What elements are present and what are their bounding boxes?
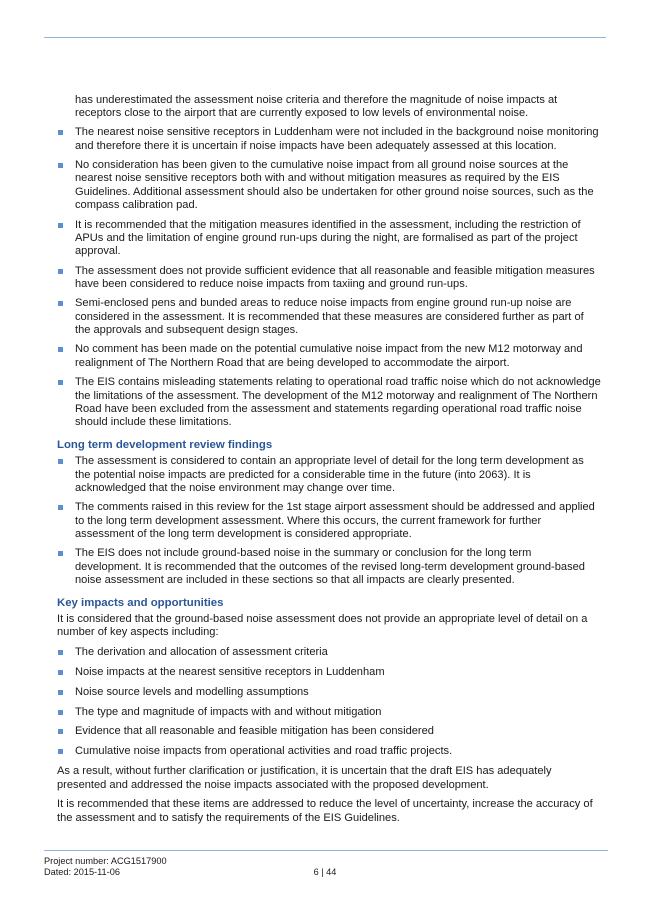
header-rule	[44, 37, 606, 38]
square-bullet-icon	[58, 223, 63, 228]
list-item	[57, 501, 601, 541]
list-item	[57, 376, 601, 430]
square-bullet-icon	[58, 459, 63, 464]
list-item	[57, 547, 601, 587]
square-bullet-icon	[58, 347, 63, 352]
list-item-text: The EIS does not include ground-based noise in the summary or conclusion for the long term development. It is recommended that the outcomes of the revised long-term development ground-based noise assessment are included in these sections so that all impacts are clearly presented.	[75, 547, 585, 587]
list-item-text: Cumulative noise impacts from operational activities and road traffic projects.	[75, 745, 453, 758]
square-bullet-icon	[58, 729, 63, 734]
key-impacts-conclusion: As a result, without further clarification or justification, it is uncertain that the draft EIS has adequately presented and addressed the noise impacts associated with the proposed development.	[57, 765, 552, 791]
list-item	[57, 343, 601, 370]
square-bullet-icon	[58, 710, 63, 715]
list-item-text: The type and magnitude of impacts with and without mitigation	[75, 705, 382, 718]
footer-meta	[44, 856, 167, 878]
square-bullet-icon	[58, 505, 63, 510]
list-item-text: Noise impacts at the nearest sensitive receptors in Luddenham	[75, 665, 385, 678]
list-item	[57, 725, 601, 738]
list-item	[57, 297, 601, 337]
list-item	[57, 686, 601, 699]
key-impacts-recommendation: It is recommended that these items are addressed to reduce the level of uncertainty, increase the accuracy of the assessment and to satisfy the requirements of the EIS Guidelines.	[57, 798, 593, 824]
square-bullet-icon	[58, 650, 63, 655]
list-item-text: No consideration has been given to the cumulative noise impact from all ground noise sources at the nearest noise sensitive receptors both with and without mitigation measures as required by the EIS Guidelines. Additional assessment should also be undertaken for other ground noise sources, such as the compass calibration pad.	[75, 159, 594, 212]
list-item	[57, 455, 601, 495]
list-item-text: Noise source levels and modelling assumptions	[75, 685, 309, 698]
key-impacts-list	[57, 646, 601, 759]
list-item-text: The assessment does not provide sufficient evidence that all reasonable and feasible mitigation measures have been considered to reduce noise impacts from taxiing and ground run-ups.	[75, 264, 595, 291]
list-item-text: No comment has been made on the potential cumulative noise impact from the new M12 motorway and realignment of The Northern Road that are being developed to accommodate the airport.	[75, 343, 583, 369]
list-item	[57, 265, 601, 292]
square-bullet-icon	[58, 551, 63, 556]
list-item	[57, 745, 601, 758]
square-bullet-icon	[58, 670, 63, 675]
long-term-findings-list	[57, 455, 601, 587]
list-item-text: Evidence that all reasonable and feasible mitigation has been considered	[75, 725, 434, 738]
list-item	[57, 706, 601, 719]
key-impacts-intro: It is considered that the ground-based noise assessment does not provide an appropriate level of detail on a number of key aspects including:	[57, 613, 588, 639]
list-item-text: The EIS contains misleading statements relating to operational road traffic noise which do not acknowledge the limitations of the assessment. The development of the M12 motorway and realignment of The Northern Road have been excluded from the assessment and statements regarding operational road traffic noise should include these limitations.	[75, 376, 601, 429]
list-item	[57, 219, 601, 259]
footer-rule	[44, 850, 608, 851]
square-bullet-icon	[58, 163, 63, 168]
section-heading-key-impacts: Key impacts and opportunities	[57, 596, 224, 609]
square-bullet-icon	[58, 749, 63, 754]
list-item-text: It is recommended that the mitigation measures identified in the assessment, including the restriction of APUs and the limitation of engine ground run-ups during the night, are formalised as part of the project approval.	[75, 218, 581, 258]
square-bullet-icon	[58, 269, 63, 274]
list-item-text: Semi-enclosed pens and bunded areas to reduce noise impacts from engine ground run-up noise are considered in the assessment. It is recommended that these measures are considered further as part of the approvals and subsequent design stages.	[75, 297, 584, 337]
intro-continuation: has underestimated the assessment noise criteria and therefore the magnitude of noise impacts at receptors close to the airport that are currently exposed to low levels of environmental noise.	[75, 94, 558, 120]
section-heading-long-term: Long term development review findings	[57, 438, 273, 451]
square-bullet-icon	[58, 690, 63, 695]
page-content	[57, 94, 601, 831]
list-item-text: The derivation and allocation of assessment criteria	[75, 645, 328, 658]
list-item	[57, 126, 601, 153]
list-item	[57, 666, 601, 679]
square-bullet-icon	[58, 301, 63, 306]
page-number: 6 | 44	[313, 867, 337, 877]
square-bullet-icon	[58, 380, 63, 385]
list-item-text: The nearest noise sensitive receptors in Luddenham were not included in the background noise monitoring and therefore there it is uncertain if noise impacts have been adequately assessed at this location.	[75, 126, 599, 152]
project-number: Project number: ACG1517900	[44, 856, 167, 866]
list-item	[57, 646, 601, 659]
list-item	[57, 159, 601, 213]
list-item-text: The comments raised in this review for the 1st stage airport assessment should be addressed and applied to the long term development assessment. Where this occurs, the current framework for further assessment of the long term development is considered appropriate.	[75, 501, 595, 541]
dated: Dated: 2015-11-06	[44, 867, 120, 877]
list-item-text: The assessment is considered to contain an appropriate level of detail for the long term development as the potential noise impacts are predicted for a considerable time in the future (into 2063). It is acknowledged that the noise environment may change over time.	[75, 455, 584, 494]
square-bullet-icon	[58, 130, 63, 135]
stage1-findings-list	[57, 126, 601, 429]
